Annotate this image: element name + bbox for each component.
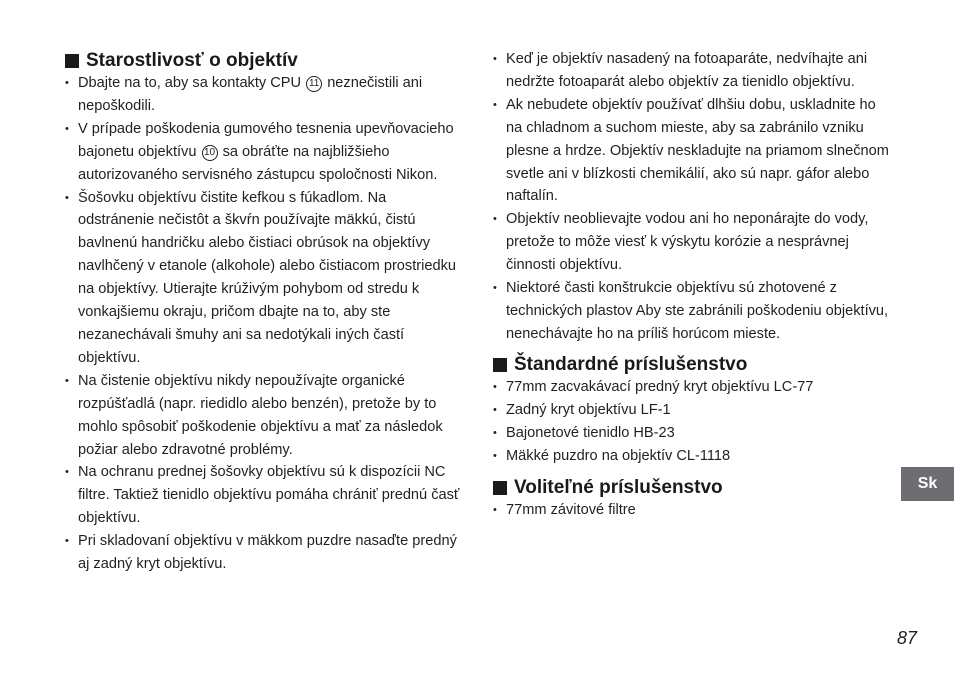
bullet-icon: • [493,53,497,65]
right-column [491,48,891,522]
care-heading-text: Starostlivosť o objektív [86,50,298,71]
list-item: • Niektoré časti konštrukcie objektívu sú zhotovené z technických plastov Aby ste zabránili poškodeniu objektívu, nenechávajte ho na príliš horúcom mieste. [491,277,891,346]
care-list-continued [491,48,891,346]
standard-accessories-list [491,376,891,468]
bullet-icon: • [493,282,497,295]
bullet-icon: • [65,122,69,135]
page-number: 87 [897,628,918,648]
bullet-icon: • [493,213,497,226]
optional-accessories-list [491,499,891,522]
care-list [63,72,463,576]
left-column [63,50,463,576]
bullet-icon: • [493,426,497,439]
heading-square-icon [493,481,507,495]
standard-accessories-heading [491,354,891,376]
circled-number-icon: 11 [306,76,322,92]
bullet-icon: • [65,191,69,204]
list-item: • Pri skladovaní objektívu v mäkkom puzdre nasaďte predný aj zadný kryt objektívu. [63,530,463,576]
list-item: • 77mm závitové filtre [491,499,891,522]
list-item: • Šošovku objektívu čistite kefkou s fúkadlom. Na odstránenie nečistôt a škvŕn používajte mäkkú, čistú bavlnenú handričku alebo čistiaci obrúsok na objektívy navlhčený v etanole (alkohole) alebo čistiacom prostriedku na objektívy. Utierajte krúživým pohybom od stredu k vonkajšiemu okraju, pričom dbajte na to, aby ste nezanechávali šmuhy ani sa nedotýkali iných častí objektívu. [63,187,463,370]
language-tab-label: Sk [917,475,938,492]
heading-square-icon [65,54,79,68]
bullet-icon: • [493,98,497,111]
list-item: • Mäkké puzdro na objektív CL-1118 [491,445,891,468]
standard-accessories-heading-text: Štandardné príslušenstvo [514,353,748,375]
list-item: • Objektív neoblievajte vodou ani ho neponárajte do vody, pretože to môže viesť k výskytu korózie a nesprávnej činnosti objektívu. [491,208,891,277]
list-item: • Ak nebudete objektív používať dlhšiu dobu, uskladnite ho na chladnom a suchom mieste, aby sa zabránilo vzniku plesne a hrdze. Objektív neskladujte na priamom slnečnom svetle ani v blízkosti chemikálií, ako sú napr. gáfor alebo naftalín. [491,94,891,209]
care-heading [63,50,463,72]
list-item: • Dbajte na to, aby sa kontakty CPU 11 neznečistili ani nepoškodili. [63,72,463,118]
bullet-icon: • [65,535,69,548]
bullet-icon: • [493,504,497,517]
heading-square-icon [493,358,507,372]
bullet-icon: • [493,403,497,416]
list-item: • Zadný kryt objektívu LF-1 [491,399,891,422]
bullet-icon: • [65,466,69,479]
list-item: • 77mm zacvakávací predný kryt objektívu LC-77 [491,376,891,399]
bullet-icon: • [65,374,69,387]
bullet-icon: • [65,77,69,89]
circled-number-icon: 10 [202,145,218,161]
optional-accessories-heading-text: Voliteľné príslušenstvo [514,477,723,499]
list-item: • Keď je objektív nasadený na fotoaparáte, nedvíhajte ani nedržte fotoaparát alebo objektív za tienidlo objektívu. [491,48,891,94]
language-tab [901,467,954,501]
bullet-icon: • [493,449,497,462]
list-item: • Bajonetové tienidlo HB-23 [491,422,891,445]
bullet-icon: • [493,380,497,393]
optional-accessories-heading [491,477,891,499]
list-item: • V prípade poškodenia gumového tesnenia upevňovacieho bajonetu objektívu 10 sa obráťte na najbližšieho autorizovaného servisného zástupcu spoločnosti Nikon. [63,118,463,187]
list-item: • Na čistenie objektívu nikdy nepoužívajte organické rozpúšťadlá (napr. riedidlo alebo benzén), pretože by to mohlo spôsobiť poškodenie objektívu a mať za následok požiar alebo zdravotné problémy. [63,370,463,462]
list-item: • Na ochranu prednej šošovky objektívu sú k dispozícii NC filtre. Taktiež tienidlo objektívu pomáha chrániť prednú časť objektívu. [63,461,463,530]
